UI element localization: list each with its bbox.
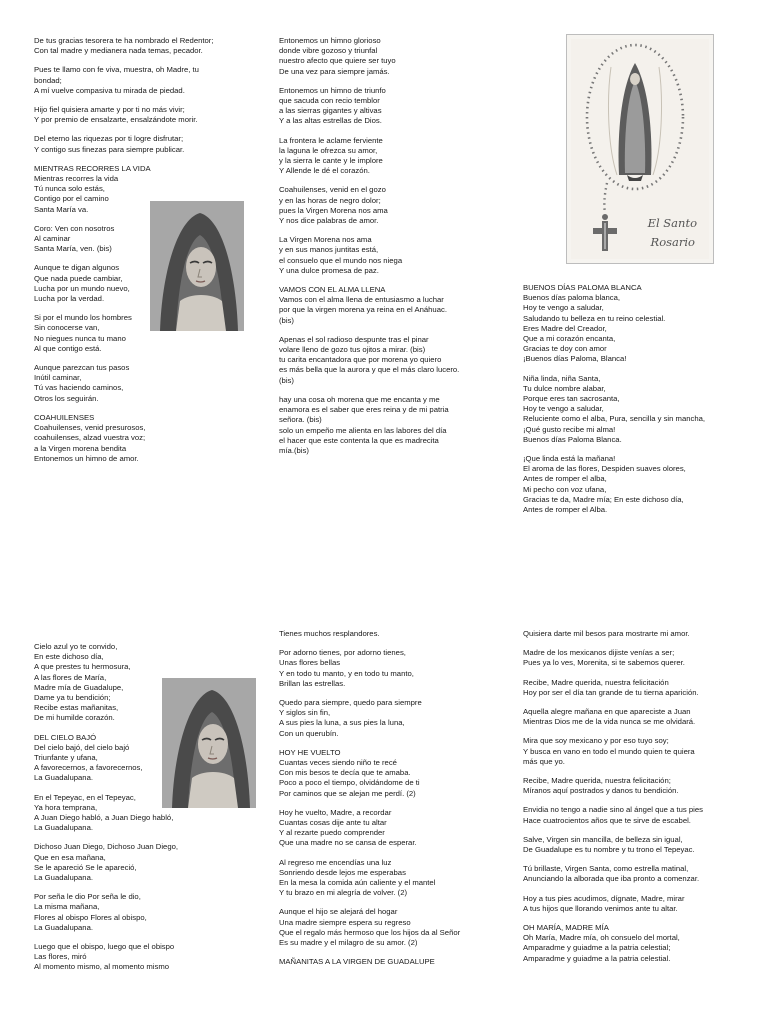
- verse-line: por que la virgen morena ya reina en el Anáhuac.: [279, 305, 447, 315]
- verse-line: Es su madre y el milagro de su amor. (2): [279, 938, 418, 948]
- verse-line: enamora es el saber que eres reina y de mi patria: [279, 405, 449, 415]
- verse-line: es más bella que la aurora y que el más claro lucero.: [279, 365, 460, 375]
- stanza: [279, 335, 514, 386]
- verse-line: Hoy te vengo a saludar,: [523, 404, 604, 414]
- stanza: [523, 648, 758, 668]
- verse-line: A favorecernos, a favorecernos,: [34, 763, 143, 773]
- stanza: [279, 86, 514, 127]
- verse-line: La Guadalupana.: [34, 773, 93, 783]
- verse-line: Oh María, Madre mía, oh consuelo del mortal,: [523, 933, 680, 943]
- rosary-card-image: [566, 34, 714, 264]
- verse-line: Buenos días Paloma Blanca.: [523, 434, 622, 444]
- verse-line: A Juan Diego habló, a Juan Diego habló,: [34, 813, 174, 823]
- verse-line: nuestro afecto que quiere ser tuyo: [279, 56, 396, 66]
- verse-line: (bis): [279, 375, 294, 385]
- stanza: [523, 894, 758, 914]
- verse-line: En este dichoso día,: [34, 652, 104, 662]
- verse-line: En la mesa la comida aún caliente y el mantel: [279, 878, 436, 888]
- verse-line: Con mis besos te decía que te amaba.: [279, 768, 411, 778]
- verse-line: Hoy te vengo a saludar,: [523, 303, 604, 313]
- verse-line: Santa María, ven. (bis): [34, 244, 112, 254]
- song-heading: COAHUILENSES: [34, 412, 95, 422]
- verse-line: Si por el mundo los hombres: [34, 313, 132, 323]
- verse-line: Al regreso me encendías una luz: [279, 857, 392, 867]
- verse-line: Y una dulce promesa de paz.: [279, 265, 379, 275]
- stanza: [523, 707, 758, 727]
- stanza: [34, 65, 256, 96]
- stanza: [34, 423, 256, 464]
- verse-line: Y contigo sus finezas para siempre publicar.: [34, 144, 185, 154]
- stanza: [279, 185, 514, 226]
- verse-line: Lucha por un mundo nuevo,: [34, 283, 130, 293]
- song-heading: VAMOS CON EL ALMA LLENA: [279, 285, 386, 295]
- verse-line: Coahuilenses, venid presurosos,: [34, 423, 146, 433]
- verse-line: ¡Que linda está la mañana!: [523, 454, 616, 464]
- verse-line: Inútil caminar,: [34, 373, 82, 383]
- verse-line: Triunfante y ufana,: [34, 753, 98, 763]
- verse-line: Entonemos un himno de amor.: [34, 453, 139, 463]
- stanza: [523, 374, 753, 445]
- verse-line: Al momento mismo, al momento mismo: [34, 962, 169, 972]
- verse-line: Sonriendo desde lejos me esperabas: [279, 867, 406, 877]
- verse-line: Pues te llamo con fe viva, muestra, oh Madre, tu: [34, 65, 199, 75]
- verse-line: Tu dulce nombre alabar,: [523, 383, 606, 393]
- verse-line: Por adorno tienes, por adorno tienes,: [279, 648, 406, 658]
- verse-line: Contigo por el camino: [34, 194, 109, 204]
- song-heading: OH MARÍA, MADRE MÍA: [523, 923, 609, 933]
- verse-line: La Guadalupana.: [34, 873, 93, 883]
- stanza: [34, 842, 256, 883]
- verse-line: Dichoso Juan Diego, Dichoso Juan Diego,: [34, 842, 179, 852]
- verse-line: Coahuilenses, venid en el gozo: [279, 185, 386, 195]
- song-heading: BUENOS DÍAS PALOMA BLANCA: [523, 283, 642, 292]
- verse-line: a la Virgen morena bendita: [34, 443, 127, 453]
- stanza: [34, 942, 256, 973]
- verse-line: ¡Buenos días Paloma, Blanca!: [523, 354, 627, 364]
- verse-line: Al que contigo está.: [34, 343, 102, 353]
- verse-line: Aquella alegre mañana en que apareciste a Juan: [523, 707, 691, 717]
- verse-line: Recibe estas mañanitas,: [34, 703, 119, 713]
- verse-line: La Guadalupana.: [34, 823, 93, 833]
- verse-line: Que una madre no se cansa de esperar.: [279, 838, 417, 848]
- virgin-portrait-image-2: [162, 678, 256, 808]
- verse-line: La Guadalupana.: [34, 922, 93, 932]
- verse-line: Brillan las estrellas.: [279, 678, 346, 688]
- verse-line: Coro: Ven con nosotros: [34, 223, 115, 233]
- stanza: [279, 858, 514, 899]
- verse-line: En el Tepeyac, en el Tepeyac,: [34, 792, 136, 802]
- stanza: [523, 776, 758, 796]
- song-heading: HOY HE VUELTO: [279, 747, 341, 757]
- verse-line: Mi pecho con voz ufana,: [523, 484, 607, 494]
- stanza: [279, 698, 514, 739]
- virgin-portrait-image: [150, 201, 244, 331]
- verse-line: y en sus manos juntitas está,: [279, 245, 379, 255]
- stanza: [34, 105, 256, 125]
- verse-line: Eres Madre del Creador,: [523, 323, 607, 333]
- verse-line: la laguna le ofrezca su amor,: [279, 145, 378, 155]
- stanza: [279, 36, 514, 77]
- column-2: [279, 36, 514, 465]
- stanza: [279, 808, 514, 849]
- verse-line: Dame ya tu bendición;: [34, 693, 111, 703]
- verse-line: Del cielo bajó, del cielo bajó: [34, 742, 130, 752]
- stanza: [523, 805, 758, 825]
- verse-line: Que el regalo más hermoso que los hijos da al Señor: [279, 927, 461, 937]
- verse-line: Ya hora temprana,: [34, 802, 98, 812]
- verse-line: ¡Qué gusto recibe mi alma!: [523, 424, 616, 434]
- verse-line: Cielo azul yo te convido,: [34, 642, 118, 651]
- verse-line: Gracias te doy con amor: [523, 344, 607, 354]
- verse-line: A sus pies la luna, a sus pies la luna,: [279, 718, 405, 728]
- verse-line: Que a mi corazón encanta,: [523, 334, 616, 344]
- column-3: [523, 283, 753, 524]
- verse-line: Quisiera darte mil besos para mostrarte mi amor.: [523, 629, 690, 638]
- verse-line: Sin conocerse van,: [34, 323, 100, 333]
- verse-line: La Virgen Morena nos ama: [279, 235, 372, 245]
- verse-line: Flores al obispo Flores al obispo,: [34, 912, 147, 922]
- verse-line: Hace cuatrocientos años que te sirve de escabel.: [523, 815, 691, 825]
- verse-line: Y busca en vano en todo el mundo quien te quiera: [523, 746, 695, 756]
- verse-line: Y al rezarte puedo comprender: [279, 828, 385, 838]
- verse-line: Saludando tu belleza en tu reino celestial.: [523, 313, 666, 323]
- verse-line: Que nada puede cambiar,: [34, 273, 123, 283]
- verse-line: Con tal madre y medianera nada temas, pecador.: [34, 46, 203, 56]
- verse-line: Del eterno las riquezas por ti logre disfrutar;: [34, 134, 184, 144]
- verse-line: Entonemos un himno de triunfo: [279, 85, 386, 95]
- verse-line: Hoy he vuelto, Madre, a recordar: [279, 807, 392, 817]
- stanza: [523, 629, 758, 639]
- stanza: [279, 648, 514, 689]
- verse-line: De tus gracias tesorera te ha nombrado el Redentor;: [34, 36, 214, 45]
- song-heading: MIENTRAS RECORRES LA VIDA: [34, 163, 151, 173]
- stanza: [523, 864, 758, 884]
- verse-line: Anunciando la alborada que iba pronto a comenzar.: [523, 874, 700, 884]
- verse-line: hay una cosa oh morena que me encanta y me: [279, 394, 440, 404]
- verse-line: Madre de los mexicanos dijiste venías a ser;: [523, 648, 675, 658]
- verse-line: el consuelo que el mundo nos niega: [279, 255, 403, 265]
- verse-line: mía.(bis): [279, 445, 309, 455]
- verse-line: Cuantas veces siendo niño te recé: [279, 758, 397, 768]
- verse-line: Poco a poco el tiempo, olvidándome de ti: [279, 778, 420, 788]
- stanza: [279, 395, 514, 456]
- verse-line: Tienes muchos resplandores.: [279, 629, 380, 638]
- stanza: [279, 136, 514, 177]
- stanza: [523, 678, 758, 698]
- verse-line: El aroma de las flores, Despiden suaves olores,: [523, 464, 686, 474]
- stanza: [279, 295, 514, 326]
- verse-line: No niegues nunca tu mano: [34, 333, 126, 343]
- verse-line: Aunque te digan algunos: [34, 263, 120, 273]
- verse-line: Antes de romper el Alba.: [523, 505, 608, 515]
- stanza: [523, 736, 758, 767]
- verse-line: (bis): [279, 315, 294, 325]
- verse-line: Porque eres tan sacrosanta,: [523, 394, 620, 404]
- verse-line: Reluciente como el alba, Pura, sencilla y sin mancha,: [523, 414, 706, 424]
- verse-line: Recibe, Madre querida, nuestra felicitación;: [523, 776, 671, 786]
- verse-line: Las flores, miró: [34, 952, 87, 962]
- verse-line: donde vibre gozoso y triunfal: [279, 46, 378, 56]
- verse-line: Hijo fiel quisiera amarte y por ti no más vivir;: [34, 105, 185, 115]
- verse-line: Luego que el obispo, luego que el obispo: [34, 942, 175, 952]
- verse-line: Salve, Virgen sin mancilla, de belleza sin igual,: [523, 834, 683, 844]
- verse-line: Vamos con el alma llena de entusiasmo a luchar: [279, 295, 444, 305]
- verse-line: A tus hijos que llorando venimos ante tu altar.: [523, 903, 678, 913]
- verse-line: La frontera le aclame ferviente: [279, 135, 383, 145]
- verse-line: que sacuda con recio temblor: [279, 96, 380, 106]
- verse-line: volare lleno de gozo tus ojitos a mirar. (bis): [279, 345, 426, 355]
- stanza: [34, 892, 256, 933]
- verse-line: bondad;: [34, 75, 62, 85]
- verse-line: Y siglos sin fin,: [279, 708, 331, 718]
- verse-line: tu carita encantadora que por morena yo quiero: [279, 355, 442, 365]
- verse-line: Otros los seguirán.: [34, 393, 99, 403]
- verse-line: más que yo.: [523, 756, 565, 766]
- stanza: [279, 907, 514, 948]
- stanza: [523, 933, 758, 964]
- verse-line: Mientras Dios me de la vida nunca se me olvidará.: [523, 717, 696, 727]
- verse-line: Antes de romper el alba,: [523, 474, 607, 484]
- verse-line: Aunque el hijo se alejará del hogar: [279, 907, 398, 917]
- virgin-portrait-graphic: [150, 201, 244, 331]
- column-5: [279, 629, 514, 967]
- verse-line: De mi humilde corazón.: [34, 713, 115, 723]
- card-title-line-2: Rosario: [650, 235, 695, 249]
- stanza: [279, 758, 514, 799]
- column-6: [523, 629, 758, 973]
- verse-line: Amparadme y guiadme a la patria celestial;: [523, 943, 671, 953]
- verse-line: De una vez para siempre jamás.: [279, 66, 390, 76]
- verse-line: Mientras recorres la vida: [34, 174, 119, 184]
- verse-line: Al caminar: [34, 234, 71, 244]
- verse-line: Envidia no tengo a nadie sino al ángel que a tus pies: [523, 805, 703, 815]
- verse-line: Hoy por ser el día tan grande de tu tierna aparición.: [523, 687, 699, 697]
- card-title-line-1: El Santo: [647, 216, 697, 230]
- verse-line: Y Allende le dé el corazón.: [279, 166, 370, 176]
- verse-line: Entonemos un himno glorioso: [279, 36, 381, 45]
- verse-line: Madre mía de Guadalupe,: [34, 682, 124, 692]
- verse-line: Cuantas cosas dije ante tu altar: [279, 818, 387, 828]
- verse-line: Y en todo tu manto, y en todo tu manto,: [279, 668, 414, 678]
- verse-line: Santa María va.: [34, 204, 89, 214]
- verse-line: Y a las altas estrellas de Dios.: [279, 116, 382, 126]
- verse-line: Aunque parezcan tus pasos: [34, 363, 130, 373]
- verse-line: Niña linda, niña Santa,: [523, 373, 601, 383]
- stanza: [34, 363, 256, 404]
- verse-line: De Guadalupe es tu nombre y tu trono el Tepeyac.: [523, 845, 695, 855]
- verse-line: a las sierras gigantes y altivas: [279, 106, 382, 116]
- verse-line: Míranos aquí postrados y danos tu bendición.: [523, 786, 679, 796]
- stanza: [279, 235, 514, 276]
- stanza: [523, 835, 758, 855]
- verse-line: Y nos dice palabras de amor.: [279, 216, 379, 226]
- stanza: [34, 36, 256, 56]
- verse-line: Que en esa mañana,: [34, 852, 106, 862]
- verse-line: Por caminos que se alejan me perdí. (2): [279, 788, 416, 798]
- verse-line: Pues ya lo ves, Morenita, si te sabemos querer.: [523, 658, 685, 668]
- verse-line: Gracias te da, Madre mía; En este dichoso día,: [523, 494, 684, 504]
- stanza: [279, 629, 514, 639]
- verse-line: Mira que soy mexicano y por eso tuyo soy;: [523, 736, 669, 746]
- verse-line: A mí vuelve compasiva tu mirada de piedad.: [34, 85, 185, 95]
- verse-line: Hoy a tus pies acudimos, dígnate, Madre, mirar: [523, 893, 685, 903]
- verse-line: Amparadme y guiadme a la patria celestial.: [523, 953, 671, 963]
- verse-line: Con un querubín.: [279, 728, 339, 738]
- verse-line: Por seña le dio Por seña le dio,: [34, 892, 141, 902]
- verse-line: y en las horas de negro dolor;: [279, 195, 381, 205]
- verse-line: Una madre siempre espera su regreso: [279, 917, 411, 927]
- verse-line: Lucha por la verdad.: [34, 294, 105, 304]
- verse-line: Tú brillaste, Virgen Santa, como estrella matinal,: [523, 864, 689, 874]
- verse-line: señora. (bis): [279, 415, 322, 425]
- verse-line: A que prestes tu hermosura,: [34, 662, 131, 672]
- verse-line: Unas flores bellas: [279, 658, 341, 668]
- verse-line: Y tu brazo en mi alegría de volver. (2): [279, 888, 408, 898]
- verse-line: Apenas el sol radioso despunte tras el pinar: [279, 334, 429, 344]
- verse-line: solo un empeño me alienta en las labores del día: [279, 425, 447, 435]
- verse-line: Recibe, Madre querida, nuestra felicitación: [523, 677, 669, 687]
- stanza: [523, 454, 753, 515]
- verse-line: y la sierra le cante y le implore: [279, 156, 383, 166]
- verse-line: el hacer que este contenta la que es madrecita: [279, 435, 439, 445]
- verse-line: La misma mañana,: [34, 902, 100, 912]
- verse-line: Y por premio de ensalzarte, ensalzándote morir.: [34, 115, 198, 125]
- verse-line: pues la Virgen Morena nos ama: [279, 205, 388, 215]
- stanza: [34, 134, 256, 154]
- verse-line: Buenos días paloma blanca,: [523, 293, 621, 303]
- virgin-portrait-graphic-2: [162, 678, 256, 808]
- verse-line: Se le apareció Se le apareció,: [34, 862, 137, 872]
- verse-line: Tú nunca solo estás,: [34, 184, 105, 194]
- verse-line: Quedo para siempre, quedo para siempre: [279, 698, 422, 708]
- verse-line: Tú vas haciendo caminos,: [34, 383, 124, 393]
- stanza: [523, 293, 753, 364]
- song-heading: DEL CIELO BAJÓ: [34, 732, 97, 742]
- verse-line: A las flores de María,: [34, 672, 107, 682]
- song-heading: MAÑANITAS A LA VIRGEN DE GUADALUPE: [279, 957, 435, 967]
- verse-line: coahuilenses, alzad vuestra voz;: [34, 433, 146, 443]
